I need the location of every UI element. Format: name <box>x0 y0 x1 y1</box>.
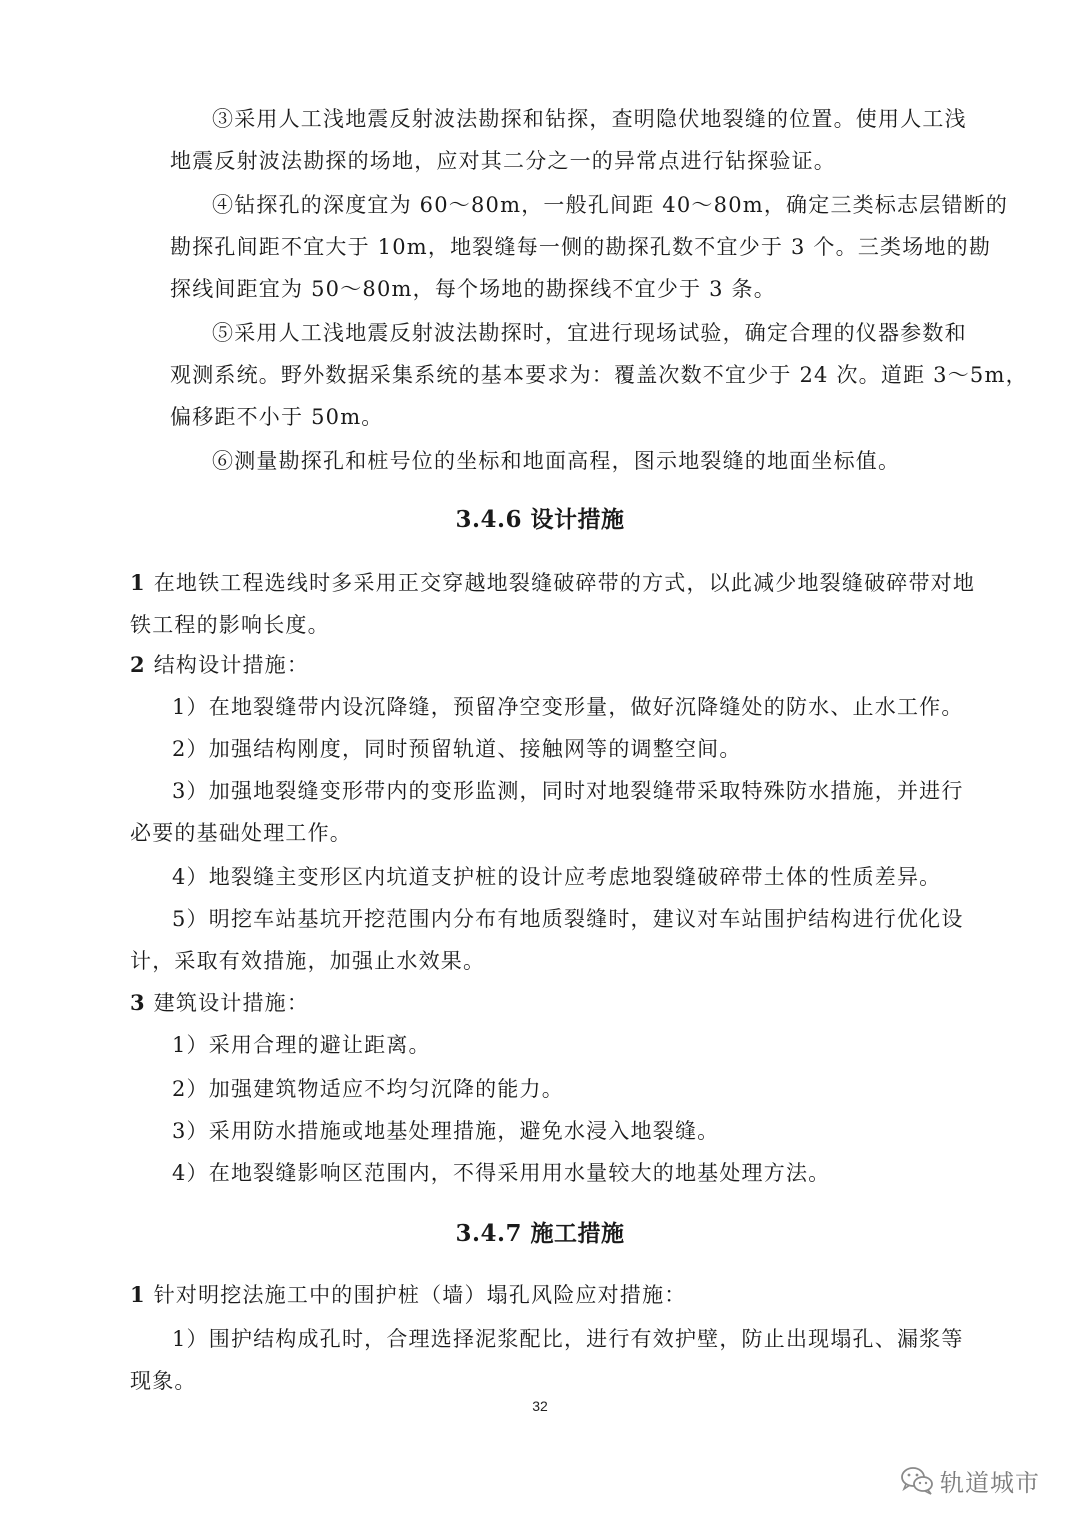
design-measure-2-title <box>130 650 309 680</box>
item-4-line-3: 探线间距宜为 50～80m，每个场地的勘探线不宜少于 3 条。 <box>170 277 776 301</box>
item-4-line-2: 勘探孔间距不宜大于 10m，地裂缝每一侧的勘探孔数不宜少于 3 个。三类场地的勘 <box>170 235 992 259</box>
item-5-line-3: 偏移距不小于 50m。 <box>170 405 384 429</box>
architecture-item-2: 2）加强建筑物适应不均匀沉降的能力。 <box>172 1077 564 1101</box>
construction-item-1-line-2: 现象。 <box>130 1369 197 1393</box>
structure-item-1: 1）在地裂缝带内设沉降缝，预留净空变形量，做好沉降缝处的防水、止水工作。 <box>172 695 964 719</box>
architecture-item-3: 3）采用防水措施或地基处理措施，避免水浸入地裂缝。 <box>172 1119 720 1143</box>
item-3-line-1: ③采用人工浅地震反射波法勘探和钻探，查明隐伏地裂缝的位置。使用人工浅 <box>212 107 967 131</box>
item-4-line-1: ④钻探孔的深度宜为 60～80m，一般孔间距 40～80m，确定三类标志层错断的 <box>212 193 1009 217</box>
paragraph-text: 针对明挖法施工中的围护桩（墙）塌孔风险应对措施： <box>145 1283 687 1307</box>
item-5-line-1: ⑤采用人工浅地震反射波法勘探时，宜进行现场试验，确定合理的仪器参数和 <box>212 321 967 345</box>
structure-item-4: 4）地裂缝主变形区内坑道支护桩的设计应考虑地裂缝破碎带土体的性质差异。 <box>172 865 942 889</box>
design-measure-1-line-2: 铁工程的影响长度。 <box>130 613 330 637</box>
design-measure-1-line-1 <box>130 568 975 598</box>
architecture-item-1: 1）采用合理的避让距离。 <box>172 1033 431 1057</box>
paragraph-text: 建筑设计措施： <box>145 991 310 1015</box>
paragraph-number: 2 <box>130 652 146 677</box>
watermark <box>900 1460 1060 1500</box>
construction-measure-1-title <box>130 1280 687 1310</box>
paragraph-text: 在地铁工程选线时多采用正交穿越地裂缝破碎带的方式，以此减少地裂缝破碎带对地 <box>145 571 976 595</box>
structure-item-5-line-2: 计，采取有效措施，加强止水效果。 <box>130 949 486 973</box>
paragraph-number: 1 <box>130 570 146 595</box>
paragraph-text: 结构设计措施： <box>145 653 310 677</box>
item-3-line-2: 地震反射波法勘探的场地，应对其二分之一的异常点进行钻探验证。 <box>170 149 836 173</box>
structure-item-5-line-1: 5）明挖车站基坑开挖范围内分布有地质裂缝时，建议对车站围护结构进行优化设 <box>172 907 964 931</box>
section-heading-3-4-6: 3.4.6 设计措施 <box>455 506 625 533</box>
construction-item-1-line-1: 1）围护结构成孔时，合理选择泥浆配比，进行有效护壁，防止出现塌孔、漏浆等 <box>172 1327 964 1351</box>
structure-item-2: 2）加强结构刚度，同时预留轨道、接触网等的调整空间。 <box>172 737 742 761</box>
item-5-line-2: 观测系统。野外数据采集系统的基本要求为：覆盖次数不宜少于 24 次。道距 3～5m， <box>170 363 1028 387</box>
design-measure-3-title <box>130 988 309 1018</box>
section-heading-3-4-7: 3.4.7 施工措施 <box>455 1220 625 1247</box>
item-6-line-1: ⑥测量勘探孔和桩号位的坐标和地面高程，图示地裂缝的地面坐标值。 <box>212 449 901 473</box>
page-number: 32 <box>532 1398 548 1414</box>
structure-item-3-line-2: 必要的基础处理工作。 <box>130 821 352 845</box>
watermark-text: 轨道城市 <box>940 1468 1040 1497</box>
architecture-item-4: 4）在地裂缝影响区范围内，不得采用用水量较大的地基处理方法。 <box>172 1161 831 1185</box>
structure-item-3-line-1: 3）加强地裂缝变形带内的变形监测，同时对地裂缝带采取特殊防水措施，并进行 <box>172 779 964 803</box>
paragraph-number: 1 <box>130 1282 146 1307</box>
paragraph-number: 3 <box>130 990 146 1015</box>
wechat-icon <box>900 1465 934 1495</box>
